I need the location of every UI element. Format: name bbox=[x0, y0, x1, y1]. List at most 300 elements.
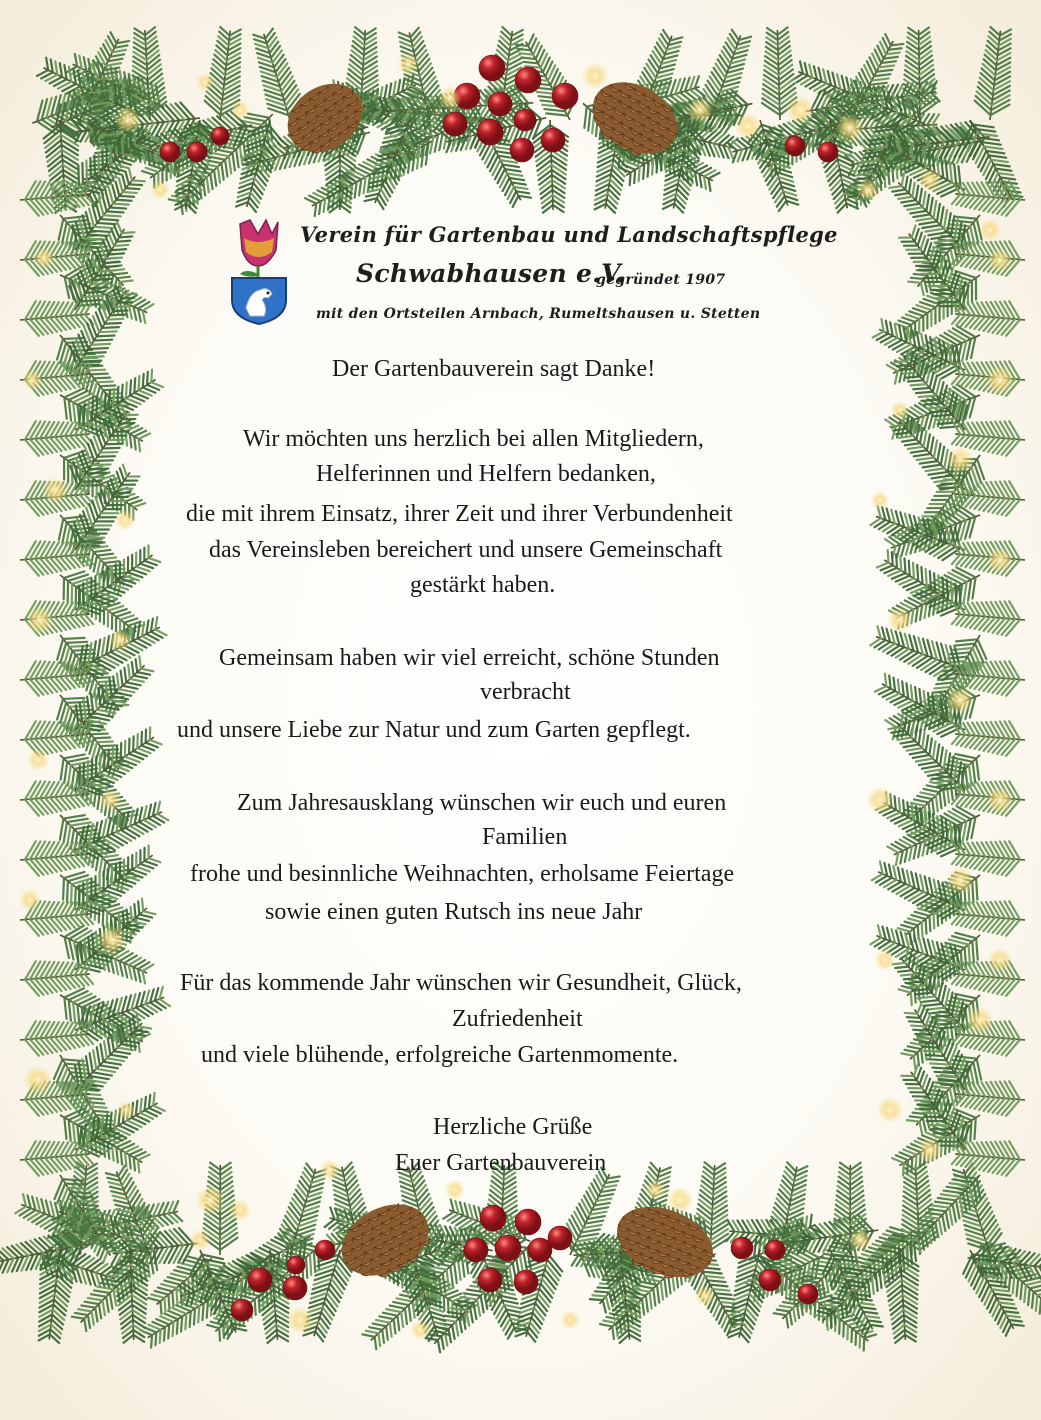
fir-needle bbox=[113, 273, 127, 275]
fir-needle bbox=[62, 155, 77, 165]
fir-needle bbox=[50, 170, 63, 180]
fir-needle bbox=[1000, 177, 1015, 179]
fir-needle bbox=[999, 1302, 1014, 1304]
fir-needle bbox=[519, 53, 533, 54]
fir-needle bbox=[409, 1305, 411, 1321]
fir-needle bbox=[778, 51, 790, 60]
fir-needle bbox=[902, 1280, 918, 1290]
fir-needle bbox=[824, 1304, 837, 1307]
fir-needle bbox=[583, 1225, 601, 1228]
fir-needle bbox=[37, 1198, 41, 1212]
fir-needle bbox=[382, 1330, 384, 1343]
fir-needle bbox=[592, 113, 594, 133]
fir-needle bbox=[129, 168, 132, 180]
fir-needle bbox=[1024, 1253, 1035, 1264]
fir-needle bbox=[337, 192, 339, 206]
fir-needle bbox=[132, 1295, 146, 1304]
fir-needle bbox=[856, 1332, 857, 1345]
fir-needle bbox=[502, 1201, 516, 1210]
fir-needle bbox=[991, 160, 1008, 162]
fir-needle bbox=[88, 1298, 103, 1300]
fir-needle bbox=[992, 91, 1009, 101]
fir-needle bbox=[862, 160, 879, 162]
fir-needle bbox=[210, 174, 212, 189]
fir-needle bbox=[133, 66, 147, 75]
fir-needle bbox=[236, 149, 239, 167]
fir-needle bbox=[102, 195, 106, 211]
fir-needle bbox=[1028, 1288, 1030, 1305]
fir-needle bbox=[386, 1326, 388, 1340]
fir-needle bbox=[155, 1248, 164, 1264]
fir-needle bbox=[834, 1311, 835, 1324]
fir-needle bbox=[207, 1325, 219, 1328]
fir-needle bbox=[574, 1212, 583, 1228]
fir-needle bbox=[362, 1334, 374, 1336]
fir-needle bbox=[100, 219, 118, 220]
fir-needle bbox=[351, 55, 363, 65]
fir-needle bbox=[646, 1295, 648, 1311]
fir-needle bbox=[277, 63, 287, 77]
fir-needle bbox=[254, 178, 264, 190]
fir-needle bbox=[774, 1313, 786, 1315]
fir-needle bbox=[465, 1203, 469, 1217]
fir-needle bbox=[168, 1277, 184, 1281]
fir-needle bbox=[504, 1305, 519, 1308]
fir-needle bbox=[793, 1308, 795, 1321]
fir-needle bbox=[521, 58, 535, 60]
fir-needle bbox=[779, 65, 793, 75]
fir-needle bbox=[863, 1312, 877, 1314]
fir-needle bbox=[7, 1247, 18, 1258]
fir-needle bbox=[78, 166, 79, 187]
fir-needle bbox=[347, 1180, 357, 1191]
fir-needle bbox=[512, 182, 526, 184]
fir-needle bbox=[379, 1316, 393, 1319]
fir-needle bbox=[111, 1191, 125, 1194]
fir-needle bbox=[1036, 1295, 1038, 1311]
fir-needle bbox=[643, 164, 644, 179]
fir-needle bbox=[146, 168, 159, 172]
fir-needle bbox=[400, 1295, 416, 1298]
fir-needle bbox=[92, 1311, 94, 1324]
fir-needle bbox=[868, 1280, 870, 1297]
fir-needle bbox=[537, 1298, 547, 1311]
fir-needle bbox=[609, 184, 619, 195]
fir-needle bbox=[595, 1291, 609, 1292]
fir-needle bbox=[1034, 1288, 1041, 1292]
fir-needle bbox=[844, 1276, 863, 1278]
fir-needle bbox=[221, 163, 223, 180]
fir-needle bbox=[888, 48, 901, 50]
fir-needle bbox=[832, 73, 835, 88]
fir-needle bbox=[592, 1207, 608, 1210]
fir-needle bbox=[814, 66, 817, 79]
fir-needle bbox=[1009, 1320, 1022, 1322]
fir-needle bbox=[109, 188, 113, 203]
fir-needle bbox=[1002, 1307, 1017, 1309]
fir-needle bbox=[765, 66, 779, 76]
fir-needle bbox=[977, 1198, 987, 1212]
fir-needle bbox=[177, 1319, 178, 1334]
fir-needle bbox=[765, 61, 779, 70]
fir-needle bbox=[168, 1324, 169, 1338]
fir-needle bbox=[76, 1256, 90, 1266]
fir-needle bbox=[1006, 1316, 1020, 1318]
fir-needle bbox=[115, 1205, 131, 1209]
fir-needle bbox=[97, 223, 115, 224]
fir-needle bbox=[705, 1276, 724, 1278]
fir-needle bbox=[394, 1319, 396, 1333]
fir-needle bbox=[208, 156, 225, 159]
fir-needle bbox=[120, 281, 133, 282]
fir-needle bbox=[417, 1189, 427, 1201]
fir-needle bbox=[919, 56, 932, 65]
fir-needle bbox=[870, 1325, 883, 1327]
fir-needle bbox=[223, 81, 239, 90]
fir-needle bbox=[326, 160, 340, 170]
fir-needle bbox=[469, 1205, 473, 1220]
fir-needle bbox=[902, 1290, 917, 1299]
fir-needle bbox=[215, 149, 232, 152]
fir-needle bbox=[113, 1196, 128, 1200]
fir-needle bbox=[657, 156, 658, 173]
fir-needle bbox=[657, 1285, 659, 1303]
fir-needle bbox=[99, 1304, 101, 1318]
fir-needle bbox=[41, 1218, 55, 1227]
fir-needle bbox=[704, 131, 716, 141]
fir-needle bbox=[663, 55, 677, 59]
fir-needle bbox=[992, 1289, 1009, 1291]
fir-needle bbox=[63, 165, 77, 174]
fir-needle bbox=[778, 1194, 789, 1206]
fir-needle bbox=[642, 1299, 644, 1315]
fir-needle bbox=[700, 1195, 713, 1205]
fir-needle bbox=[181, 202, 183, 214]
fir-needle bbox=[181, 1317, 182, 1332]
fir-needle bbox=[62, 150, 78, 160]
fir-needle bbox=[500, 160, 517, 163]
fir-needle bbox=[716, 64, 726, 78]
fir-needle bbox=[855, 109, 876, 111]
fir-needle bbox=[259, 1296, 260, 1312]
fir-needle bbox=[858, 1303, 873, 1305]
fir-needle bbox=[906, 56, 919, 65]
fir-needle bbox=[764, 70, 779, 80]
fir-needle bbox=[171, 1274, 188, 1278]
fir-needle bbox=[443, 1273, 446, 1292]
fir-needle bbox=[977, 133, 997, 136]
fir-needle bbox=[164, 1327, 165, 1341]
fir-needle bbox=[461, 1297, 477, 1299]
fir-needle bbox=[1024, 1285, 1026, 1302]
fir-needle bbox=[40, 1270, 57, 1279]
fir-needle bbox=[720, 1302, 735, 1303]
fir-needle bbox=[40, 182, 50, 199]
fir-needle bbox=[879, 66, 894, 68]
fir-needle bbox=[704, 176, 706, 189]
fir-needle bbox=[298, 1185, 307, 1197]
fir-needle bbox=[355, 182, 357, 198]
fir-needle bbox=[712, 1201, 726, 1210]
fir-needle bbox=[707, 1280, 725, 1282]
fir-needle bbox=[1030, 1285, 1041, 1289]
fir-needle bbox=[781, 1185, 792, 1196]
fir-needle bbox=[225, 160, 227, 177]
fir-needle bbox=[889, 1295, 902, 1306]
fir-needle bbox=[984, 59, 996, 70]
fir-needle bbox=[449, 1329, 451, 1342]
fir-needle bbox=[419, 1198, 430, 1211]
fir-needle bbox=[509, 178, 524, 180]
fir-needle bbox=[764, 75, 779, 85]
fir-needle bbox=[100, 1283, 117, 1286]
fir-needle bbox=[41, 1199, 45, 1214]
fir-needle bbox=[700, 1190, 712, 1200]
fir-needle bbox=[814, 1315, 826, 1318]
fir-needle bbox=[919, 65, 933, 75]
fir-needle bbox=[603, 1300, 606, 1312]
fir-needle bbox=[905, 70, 919, 80]
fir-needle bbox=[518, 49, 531, 50]
fir-needle bbox=[886, 53, 900, 55]
fir-needle bbox=[790, 1312, 792, 1325]
fir-needle bbox=[148, 1298, 160, 1301]
fir-needle bbox=[164, 1281, 180, 1285]
fir-needle bbox=[997, 1298, 1013, 1300]
fir-needle bbox=[363, 61, 377, 70]
fir-needle bbox=[366, 1331, 379, 1334]
fir-needle bbox=[498, 45, 509, 55]
fir-needle bbox=[996, 169, 1012, 171]
fir-needle bbox=[842, 1272, 861, 1274]
fir-needle bbox=[577, 1208, 586, 1224]
fir-needle bbox=[207, 1301, 208, 1318]
fir-needle bbox=[500, 1296, 516, 1299]
fir-needle bbox=[502, 1196, 516, 1205]
fir-needle bbox=[352, 50, 364, 60]
fir-needle bbox=[872, 1277, 874, 1294]
fir-needle bbox=[199, 184, 201, 198]
fir-needle bbox=[993, 86, 1010, 95]
fir-needle bbox=[579, 1234, 599, 1237]
fir-needle bbox=[91, 1271, 96, 1285]
fir-needle bbox=[658, 69, 674, 73]
fir-needle bbox=[823, 69, 826, 83]
fir-needle bbox=[214, 55, 226, 66]
fir-needle bbox=[680, 174, 691, 186]
fir-needle bbox=[649, 60, 658, 74]
fir-needle bbox=[416, 1185, 426, 1197]
fir-needle bbox=[584, 107, 586, 128]
fir-needle bbox=[430, 136, 433, 153]
fir-needle bbox=[538, 1293, 549, 1306]
fir-needle bbox=[590, 1212, 607, 1215]
fir-needle bbox=[610, 179, 621, 190]
fir-needle bbox=[872, 78, 889, 80]
fir-needle bbox=[169, 1246, 178, 1263]
fir-needle bbox=[147, 50, 159, 60]
fir-needle bbox=[879, 1270, 881, 1288]
fir-needle bbox=[418, 1194, 429, 1207]
fir-needle bbox=[326, 165, 340, 175]
fir-needle bbox=[240, 146, 243, 164]
fir-needle bbox=[456, 1304, 457, 1317]
fir-needle bbox=[296, 1190, 306, 1203]
fir-needle bbox=[851, 1329, 852, 1343]
fir-needle bbox=[315, 204, 317, 216]
fir-needle bbox=[119, 196, 134, 197]
fir-needle bbox=[383, 1313, 397, 1316]
fir-needle bbox=[79, 56, 81, 69]
fir-needle bbox=[868, 1320, 881, 1322]
fir-needle bbox=[350, 60, 363, 70]
fir-needle bbox=[667, 46, 680, 50]
fir-needle bbox=[198, 1306, 199, 1322]
fir-needle bbox=[850, 1191, 863, 1200]
fir-needle bbox=[546, 113, 567, 115]
fir-needle bbox=[874, 74, 890, 76]
fir-needle bbox=[53, 1310, 64, 1320]
fir-needle bbox=[107, 211, 124, 212]
fir-needle bbox=[110, 207, 126, 208]
fir-needle bbox=[544, 109, 565, 111]
fir-needle bbox=[373, 1324, 386, 1327]
fir-needle bbox=[46, 1200, 50, 1215]
fir-needle bbox=[605, 1181, 618, 1183]
fir-needle bbox=[85, 1302, 99, 1304]
fir-needle bbox=[207, 177, 209, 192]
fir-needle bbox=[607, 1176, 619, 1178]
fir-needle bbox=[21, 1243, 33, 1255]
fir-needle bbox=[729, 64, 744, 68]
fir-needle bbox=[917, 1195, 930, 1205]
fir-needle bbox=[843, 1322, 844, 1336]
fir-needle bbox=[376, 1320, 390, 1323]
fir-needle bbox=[94, 227, 113, 228]
fir-needle bbox=[314, 1251, 315, 1272]
fir-needle bbox=[597, 1287, 612, 1288]
fir-needle bbox=[172, 1291, 173, 1306]
fir-needle bbox=[420, 63, 431, 76]
fir-needle bbox=[861, 1307, 876, 1309]
fir-needle bbox=[552, 170, 566, 179]
fir-needle bbox=[164, 1246, 173, 1263]
fir-needle bbox=[639, 167, 640, 181]
fir-needle bbox=[82, 163, 83, 184]
fir-needle bbox=[998, 173, 1013, 175]
fir-needle bbox=[470, 1307, 473, 1323]
fir-needle bbox=[129, 184, 142, 185]
fir-needle bbox=[612, 1327, 614, 1339]
fir-needle bbox=[538, 165, 552, 175]
fir-needle bbox=[378, 1333, 380, 1346]
fir-needle bbox=[88, 235, 108, 236]
fir-needle bbox=[699, 1199, 712, 1210]
fir-needle bbox=[390, 1306, 405, 1309]
fir-needle bbox=[832, 184, 842, 195]
fir-needle bbox=[891, 1305, 903, 1315]
fir-needle bbox=[232, 153, 234, 171]
fir-needle bbox=[588, 1216, 605, 1219]
fir-needle bbox=[55, 61, 57, 74]
fir-needle bbox=[838, 1307, 839, 1321]
fir-needle bbox=[777, 1309, 790, 1311]
fir-needle bbox=[369, 1327, 382, 1330]
fir-needle bbox=[263, 1310, 275, 1320]
fir-needle bbox=[215, 50, 226, 60]
fir-needle bbox=[850, 1205, 864, 1215]
fir-needle bbox=[402, 78, 404, 91]
fir-needle bbox=[310, 1254, 311, 1275]
fir-needle bbox=[611, 174, 622, 185]
fir-needle bbox=[1020, 1282, 1022, 1299]
fir-needle bbox=[366, 194, 379, 197]
fir-needle bbox=[102, 1300, 104, 1315]
fir-needle bbox=[993, 164, 1009, 166]
fir-needle bbox=[53, 1305, 65, 1316]
fir-needle bbox=[656, 74, 672, 78]
fir-needle bbox=[612, 169, 624, 181]
fir-needle bbox=[454, 1263, 457, 1283]
fir-needle bbox=[142, 171, 154, 175]
fir-needle bbox=[661, 60, 676, 64]
fir-needle bbox=[95, 1308, 97, 1322]
fir-needle bbox=[993, 81, 1009, 90]
fir-needle bbox=[903, 1300, 917, 1309]
fir-needle bbox=[986, 151, 1004, 153]
fir-needle bbox=[72, 1317, 84, 1319]
fir-needle bbox=[114, 45, 127, 47]
fir-needle bbox=[94, 1290, 110, 1293]
fir-needle bbox=[551, 160, 566, 170]
fir-needle bbox=[730, 59, 745, 63]
fir-needle bbox=[405, 1309, 407, 1324]
fir-needle bbox=[85, 238, 105, 239]
fir-needle bbox=[75, 54, 77, 66]
fir-needle bbox=[393, 1302, 409, 1305]
fir-needle bbox=[155, 1332, 156, 1345]
fir-needle bbox=[712, 1289, 729, 1291]
fir-needle bbox=[109, 1182, 122, 1185]
fir-needle bbox=[460, 1202, 463, 1215]
fir-needle bbox=[213, 59, 225, 70]
fir-needle bbox=[327, 1293, 337, 1307]
fir-needle bbox=[648, 161, 649, 176]
fir-needle bbox=[717, 1298, 733, 1300]
fir-needle bbox=[539, 175, 552, 185]
fir-needle bbox=[494, 147, 512, 150]
fir-needle bbox=[64, 65, 66, 79]
fir-needle bbox=[98, 153, 99, 172]
fir-needle bbox=[906, 61, 920, 70]
fir-needle bbox=[477, 1299, 480, 1315]
fir-needle bbox=[393, 82, 395, 96]
fir-needle bbox=[718, 59, 727, 73]
fir-needle bbox=[989, 155, 1006, 157]
fir-needle bbox=[151, 1335, 152, 1347]
fir-needle bbox=[986, 50, 997, 60]
fir-needle bbox=[386, 1309, 401, 1312]
fir-needle bbox=[971, 1267, 980, 1285]
fir-needle bbox=[715, 1293, 731, 1295]
fir-needle bbox=[114, 1200, 130, 1204]
fir-needle bbox=[539, 170, 552, 180]
fir-needle bbox=[185, 1314, 186, 1329]
fir-needle bbox=[119, 1300, 132, 1310]
fir-needle bbox=[120, 1310, 132, 1319]
fir-needle bbox=[837, 74, 840, 89]
fir-needle bbox=[306, 1257, 307, 1277]
